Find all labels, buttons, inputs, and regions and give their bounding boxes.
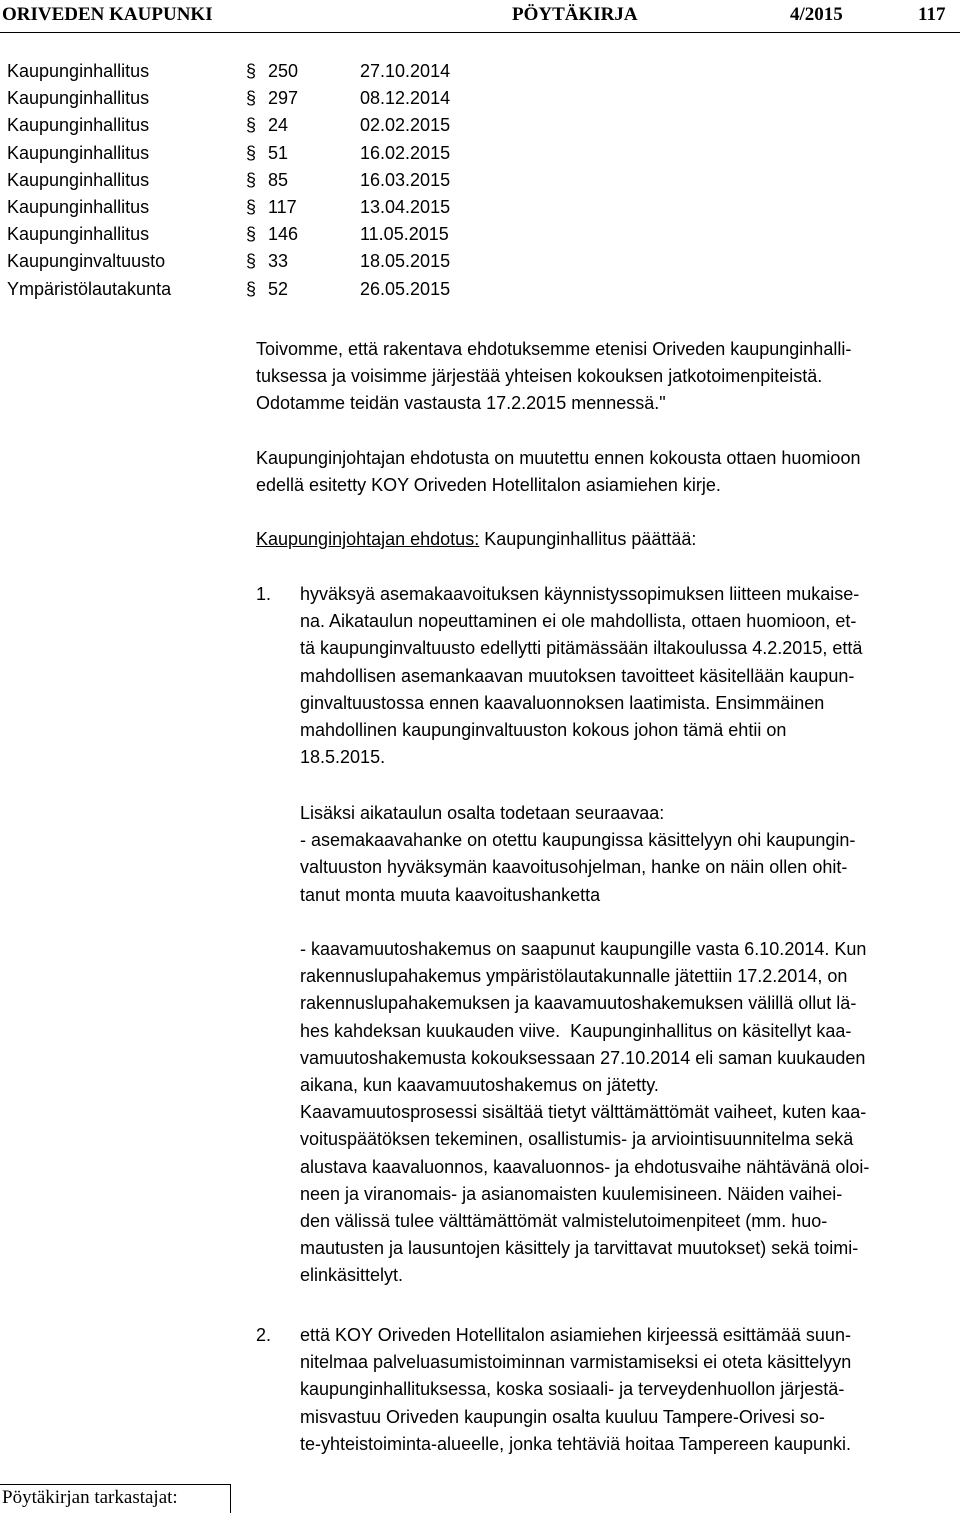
reference-body: Kaupunginhallitus: [7, 61, 150, 81]
reference-number: 297: [268, 88, 299, 109]
reference-date: 18.05.2015: [360, 251, 451, 272]
minutes-checkers-label: Pöytäkirjan tarkastajat:: [2, 1487, 178, 1508]
section-sign: §: [246, 169, 257, 190]
process-paragraph: - kaavamuutoshakemus on saapunut kaupungille vasta 6.10.2014. Kun rakennuslupahakemus ympäristölautakunnalle jätettiin 17.2.2014, on rakennuslupahakemuksen ja kaavamuutoshakemuksen välillä ollut lä- hes kahdeksan kuukauden viive. Kaupunginhallitus on käsitellyt kaa- vamuutoshakemusta kokouksessaan 27.10.2014 eli saman kuukauden aikana, kun kaavamuutoshakemus on jätetty. Kaavamuutosprosessi sisältää tietyt välttämättömät vaiheet, kuten kaa- voituspäätöksen tekeminen, osallistumis- ja arviointisuunnitelma sekä alustava kaavaluonnos, kaavaluonnos- ja ehdotusvaihe nähtävänä oloi- neen ja viranomais- ja asianomaisten kuulemisineen. Näiden vaihei- den välissä tulee välttämättömät valmistelutoimenpiteet (mm. huo- mautusten ja lausuntojen käsittely ja tarvittavat muutokset) sekä toimi- elinkäsittelyt.: [300, 939, 870, 1286]
quote-paragraph: Toivomme, että rakentava ehdotuksemme etenisi Oriveden kaupunginhalli- tuksessa ja voisimme järjestää yhteisen kokouksen jatkotoimenpiteistä. Odotamme teidän vastausta 17.2.2015 mennessä.": [256, 339, 852, 414]
section-sign: §: [246, 142, 257, 163]
reference-body: Kaupunginhallitus: [7, 224, 150, 245]
schedule-paragraph: Lisäksi aikataulun osalta todetaan seuraavaa: - asemakaavahanke on otettu kaupungissa käsittelyyn ohi kaupungin- valtuuston hyväksymän kaavoitusohjelman, hanke on näin ollen ohit- tanut monta muuta kaavoitushanketta: [300, 803, 856, 905]
reference-date: 27.10.2014: [360, 61, 451, 81]
proposal-text: Kaupunginhallitus päättää:: [479, 529, 697, 549]
proposal-label: Kaupunginjohtajan ehdotus:: [256, 529, 480, 549]
reference-body: Ympäristölautakunta: [7, 278, 172, 299]
reference-date: 08.12.2014: [360, 88, 451, 109]
page-number: 117: [918, 4, 946, 25]
reference-number: 117: [268, 196, 297, 217]
reference-number: 146: [268, 224, 299, 245]
change-note-paragraph: Kaupunginjohtajan ehdotusta on muutettu ennen kokousta ottaen huomioon edellä esitetty KOY Oriveden Hotellitalon asiamiehen kirje.: [256, 448, 861, 496]
reference-number: 250: [268, 61, 299, 81]
reference-body: Kaupunginhallitus: [7, 196, 150, 217]
reference-number: 33: [268, 251, 289, 272]
page-footer: [0, 1484, 231, 1513]
municipality-name: ORIVEDEN KAUPUNKI: [2, 4, 213, 25]
page-header: [0, 0, 960, 33]
section-sign: §: [246, 61, 257, 81]
reference-number: 85: [268, 169, 289, 190]
reference-date: 13.04.2015: [360, 196, 451, 217]
section-sign: §: [246, 196, 257, 217]
reference-number: 24: [268, 115, 289, 136]
reference-date: 16.03.2015: [360, 169, 451, 190]
document-type: PÖYTÄKIRJA: [512, 4, 638, 25]
reference-body: Kaupunginhallitus: [7, 88, 150, 109]
proposal-heading: [256, 526, 696, 553]
reference-date: 26.05.2015: [360, 278, 451, 299]
reference-date: 11.05.2015: [360, 224, 449, 245]
item-1-number: 1.: [256, 584, 272, 604]
section-sign: §: [246, 251, 257, 272]
item-2-text: että KOY Oriveden Hotellitalon asiamiehen kirjeessä esittämää suun- nitelmaa palveluasumistoiminnan varmistamiseksi ei oteta käsittelyyn kaupunginhallituksessa, koska sosiaali- ja terveydenhuollon järjestä- misvastuu Oriveden kaupungin osalta kuuluu Tampere-Orivesi so- te-yhteistoiminta-alueelle, jonka tehtäviä hoitaa Tampereen kaupunki.: [300, 1325, 852, 1454]
reference-date: 02.02.2015: [360, 115, 451, 136]
reference-date: 16.02.2015: [360, 142, 451, 163]
section-sign: §: [246, 278, 257, 299]
item-1-text: hyväksyä asemakaavoituksen käynnistyssopimuksen liitteen mukaise- na. Aikataulun nopeuttaminen ei ole mahdollista, ottaen huomioon, et- tä kaupunginvaltuusto edellytti pitämässään iltakoulussa 4.2.2015, että mahdollisen asemankaavan muutoksen tavoitteet käsitellään kaupun- ginvaltuustossa ennen kaavaluonnoksen laatimista. Ensimmäinen mahdollinen kaupunginvaltuuston kokous johon tämä ehtii on 18.5.2015.: [300, 584, 863, 768]
document-number: 4/2015: [790, 4, 843, 25]
section-sign: §: [246, 88, 257, 109]
reference-body: Kaupunginvaltuusto: [7, 251, 166, 272]
reference-number: 52: [268, 278, 289, 299]
reference-number: 51: [268, 142, 289, 163]
reference-body: Kaupunginhallitus: [7, 115, 150, 136]
reference-body: Kaupunginhallitus: [7, 169, 150, 190]
section-sign: §: [246, 115, 257, 136]
section-sign: §: [246, 224, 257, 245]
item-2-number: 2.: [256, 1325, 272, 1345]
reference-body: Kaupunginhallitus: [7, 142, 150, 163]
